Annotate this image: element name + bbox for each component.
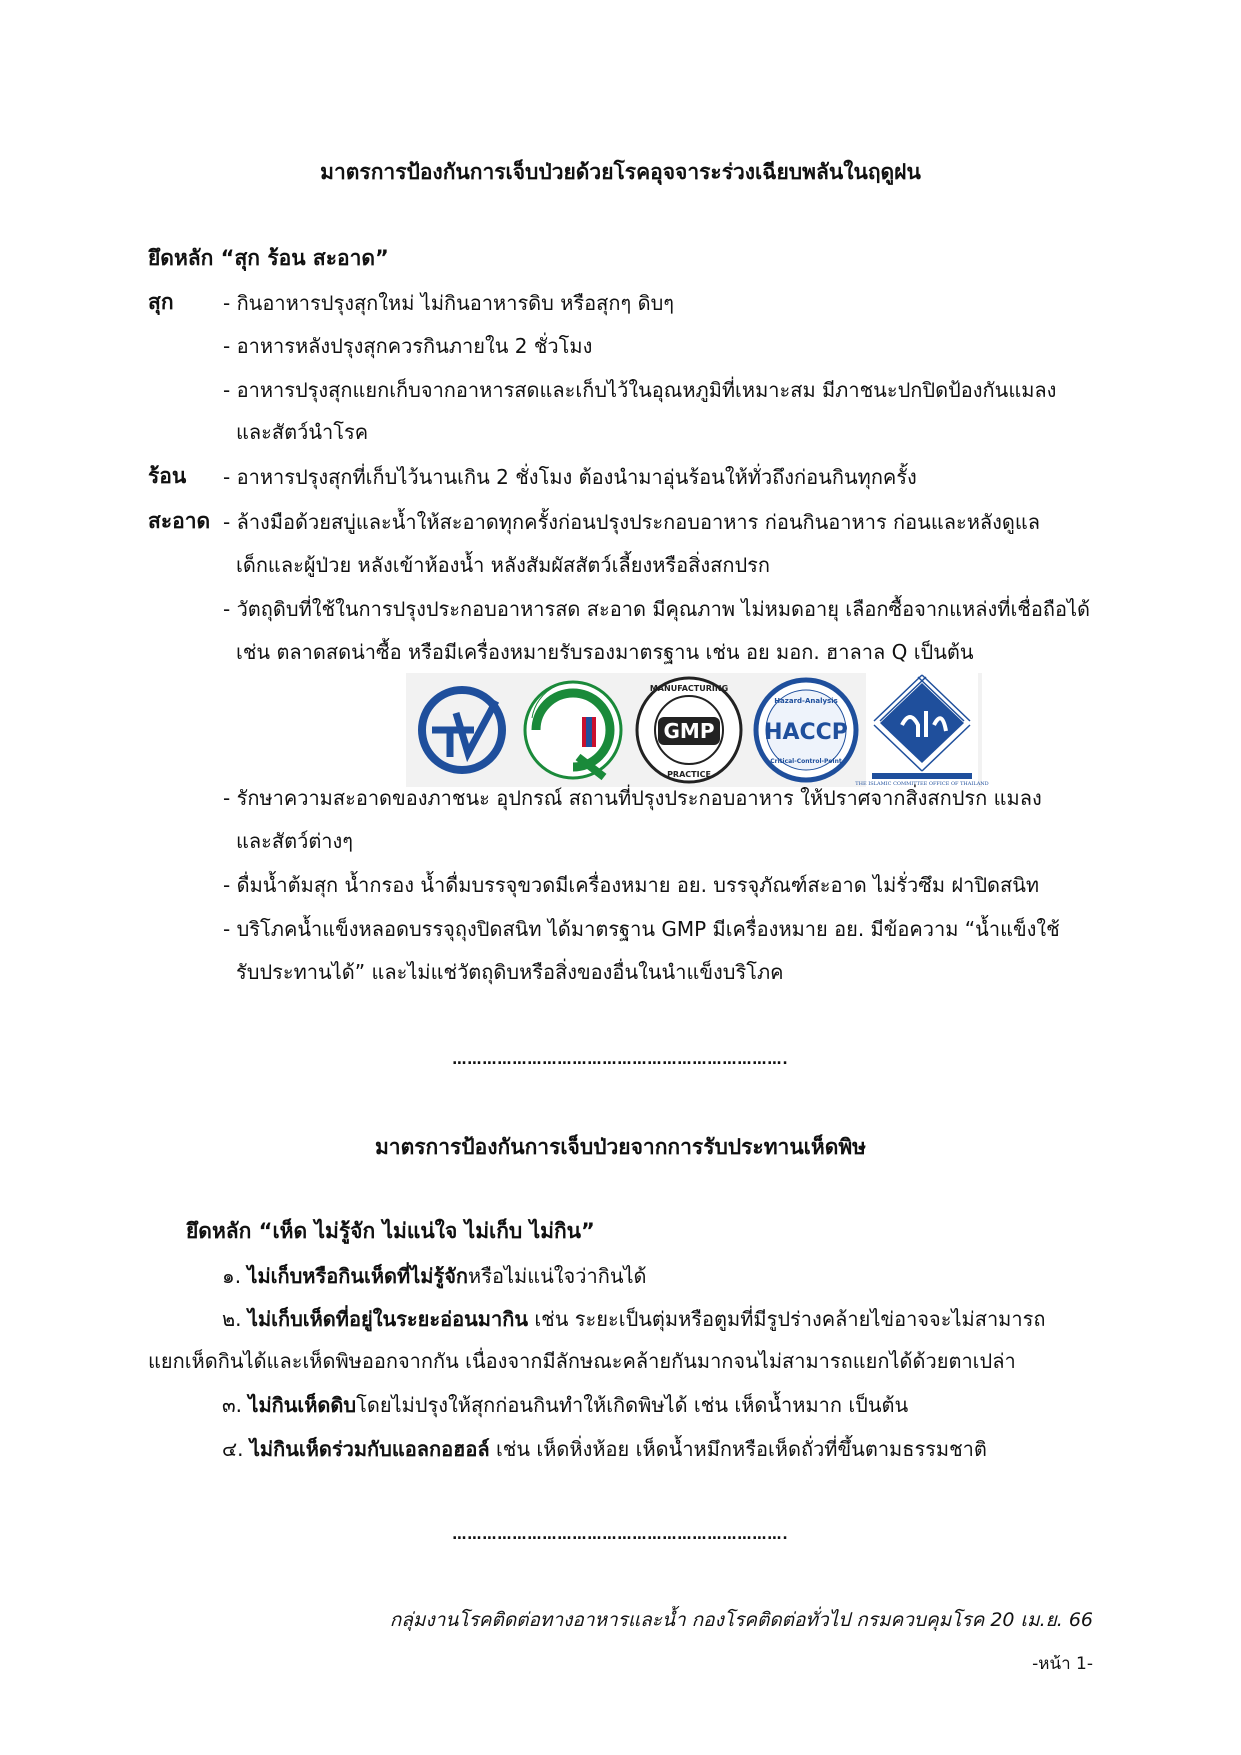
svg-text:Hazard-Analysis: Hazard-Analysis [774,697,838,705]
haccp-logo [750,673,862,787]
item-text: เช่น ระยะเป็นตุ่มหรือตูมที่มีรูปร่างคล้ายไข่อาจจะไม่สามารถ [527,1307,1046,1331]
section1-principle: ยึดหลัก “สุก ร้อน สะอาด” [148,246,389,270]
svg-text:THE ISLAMIC COMMITTEE OFFICE O: THE ISLAMIC COMMITTEE OFFICE OF THAILAND [855,781,989,787]
item-number: ๒. [222,1307,242,1331]
footer-credit: กลุ่มงานโรคติดต่อทางอาหารและน้ำ กองโรคติดต่อทั่วไป กรมควบคุมโรค 20 เม.ย. 66 [389,1609,1093,1631]
item-number: ๑. [222,1264,242,1288]
item-text: หรือไม่แน่ใจว่ากินได้ [468,1264,647,1288]
svg-text:MANUFACTURING: MANUFACTURING [649,684,729,693]
saaat-line-3-cont: และสัตว์ต่างๆ [236,829,354,853]
item-lead: ไม่กินเห็ดดิบ [248,1393,357,1417]
mushroom-item-1 [222,1260,647,1292]
item-number: ๓. [222,1393,243,1417]
mushroom-item-2 [222,1303,1045,1335]
page-number: -หน้า 1- [1032,1654,1093,1674]
saaat-line-1-cont: เด็กและผู้ป่วย หลังเข้าห้องน้ำ หลังสัมผัสสัตว์เลี้ยงหรือสิ่งสกปรก [236,553,771,577]
ron-line-1: - อาหารปรุงสุกที่เก็บไว้นานเกิน 2 ชั่งโมง ต้องนำมาอุ่นร้อนให้ทั่วถึงก่อนกินทุกครั้ง [223,465,917,489]
svg-text:HACCP: HACCP [764,720,848,745]
svg-text:PRACTICE: PRACTICE [667,770,711,779]
saaat-line-5: - บริโภคน้ำแข็งหลอดบรรจุถุงปิดสนิท ได้มาตรฐาน GMP มีเครื่องหมาย อย. มีข้อความ “น้ำแข็งใช้ [223,917,1060,941]
item-text: โดยไม่ปรุงให้สุกก่อนกินทำให้เกิดพิษได้ เช่น เห็ดน้ำหมาก เป็นต้น [356,1393,909,1417]
q-mark-logo [518,673,628,787]
suk-label: สุก [148,290,174,314]
svg-text:GMP: GMP [663,719,715,743]
item-text: เช่น เห็ดหิ่งห้อย เห็ดน้ำหมึกหรือเห็ดถั่วที่ขึ้นตามธรรมชาติ [489,1437,987,1461]
saaat-line-3: - รักษาความสะอาดของภาชนะ อุปกรณ์ สถานที่ปรุงประกอบอาหาร ให้ปราศจากสิ่งสกปรก แมลง [223,786,1042,810]
item-number: ๔. [222,1437,244,1461]
item-lead: ไม่กินเห็ดร่วมกับแอลกอฮอล์ [249,1437,490,1461]
suk-line-1: - กินอาหารปรุงสุกใหม่ ไม่กินอาหารดิบ หรือสุกๆ ดิบๆ [223,291,675,315]
suk-line-2: - อาหารหลังปรุงสุกควรกินภายใน 2 ชั่วโมง [223,334,593,358]
mushroom-item-2-cont: แยกเห็ดกินได้และเห็ดพิษออกจากกัน เนื่องจากมีลักษณะคล้ายกันมากจนไม่สามารถแยกได้ด้วยตาเปล่า [148,1349,1016,1373]
saaat-line-5-cont: รับประทานได้” และไม่แช่วัตถุดิบหรือสิ่งของอื่นในนำแข็งบริโภค [236,960,784,984]
suk-line-3: - อาหารปรุงสุกแยกเก็บจากอาหารสดและเก็บไว้ในอุณหภูมิที่เหมาะสม มีภาชนะปกปิดป้องกันแมลง [223,378,1057,402]
saaat-line-4: - ดื่มน้ำต้มสุก น้ำกรอง น้ำดื่มบรรจุขวดมีเครื่องหมาย อย. บรรจุภัณฑ์สะอาด ไม่รั่วซึม ฝาปิดสนิท [223,873,1040,897]
ron-label: ร้อน [148,464,187,488]
saaat-line-2-cont: เช่น ตลาดสดน่าซื้อ หรือมีเครื่องหมายรับรองมาตรฐาน เช่น อย มอก. ฮาลาล Q เป็นต้น [236,640,974,664]
mushroom-item-3 [222,1389,908,1421]
item-lead: ไม่เก็บเห็ดที่อยู่ในระยะอ่อนมากิน [247,1307,528,1331]
gmp-logo [632,673,746,787]
tisi-standard-logo [410,673,514,787]
saaat-label: สะอาด [148,509,211,533]
svg-text:Critical-Control-Point: Critical-Control-Point [770,758,842,765]
saaat-line-2: - วัตถุดิบที่ใช้ในการปรุงประกอบอาหารสด สะอาด มีคุณภาพ ไม่หมดอายุ เลือกซื้อจากแหล่งที่เชื่อถือได้ [223,597,1091,621]
section2-principle: ยึดหลัก “เห็ด ไม่รู้จัก ไม่แน่ใจ ไม่เก็บ ไม่กิน” [186,1219,595,1243]
item-lead: ไม่เก็บหรือกินเห็ดที่ไม่รู้จัก [247,1264,469,1288]
suk-line-3-cont: และสัตว์นำโรค [236,420,369,444]
separator-2: …………………………………………………………. [452,1527,789,1543]
halal-logo [855,673,989,787]
separator-1: …………………………………………………………. [452,1052,789,1068]
section2-title: มาตรการป้องกันการเจ็บป่วยจากการรับประทานเห็ดพิษ [374,1135,867,1159]
section1-title: มาตรการป้องกันการเจ็บป่วยด้วยโรคอุจจาระร่วงเฉียบพลันในฤดูฝน [320,160,921,184]
saaat-line-1: - ล้างมือด้วยสบู่และน้ำให้สะอาดทุกครั้งก่อนปรุงประกอบอาหาร ก่อนกินอาหาร ก่อนและหลังดูแล [223,510,1041,534]
certification-logos [406,673,989,787]
mushroom-item-4 [222,1433,987,1465]
